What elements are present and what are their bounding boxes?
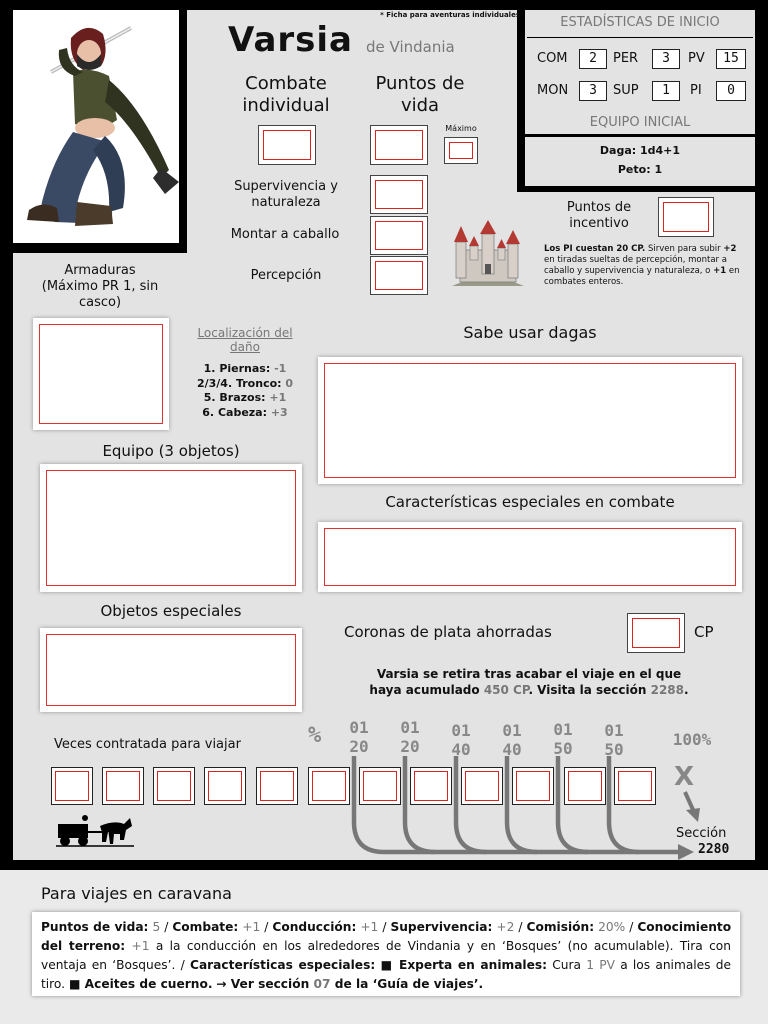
arrow-icon — [680, 790, 706, 824]
incentive-plus1: +1 — [713, 266, 727, 276]
travel-box-4[interactable] — [204, 767, 246, 805]
equipment-title: Equipo (3 objetos) — [102, 442, 240, 460]
travel-box-2[interactable] — [102, 767, 144, 805]
incentive-cost: Los PI cuestan 20 CP. — [544, 244, 646, 254]
end-section-label: Sección — [676, 826, 727, 841]
travel-box-10[interactable] — [512, 767, 554, 805]
incentive-label: Puntos de incentivo — [566, 200, 632, 231]
perception-label: Percepción — [250, 268, 322, 283]
equipment-box[interactable] — [40, 464, 302, 592]
special-combat-box[interactable] — [318, 522, 742, 592]
stat-com-value[interactable]: 2 — [579, 49, 607, 69]
location-legs: 1. Piernas: -1 — [203, 362, 287, 375]
riding-label: Montar a caballo — [230, 227, 340, 242]
incentive-text-3: en combates enteros. — [544, 266, 740, 287]
armor-title: Armaduras (Máximo PR 1, sin casco) — [41, 263, 159, 310]
horse-cart-icon — [56, 814, 136, 848]
travel-box-11[interactable] — [564, 767, 606, 805]
portrait-panel — [13, 10, 179, 243]
stat-mon-value[interactable]: 3 — [579, 81, 607, 101]
location-torso: 2/3/4. Tronco: 0 — [196, 376, 294, 390]
chance-6: 01 50 — [604, 721, 624, 759]
stat-mon-label: MON — [537, 83, 569, 98]
combat-input[interactable] — [258, 125, 316, 165]
travel-box-9[interactable] — [461, 767, 503, 805]
stat-pv-value[interactable]: 15 — [716, 49, 746, 69]
armor-box[interactable] — [33, 318, 169, 430]
travel-box-12[interactable] — [614, 767, 656, 805]
end-section-number: 2280 — [698, 842, 730, 857]
travel-box-6[interactable] — [308, 767, 350, 805]
retire-section: 2288 — [650, 683, 685, 697]
stat-pi-value[interactable]: 0 — [716, 81, 746, 101]
survival-label: Supervivencia y naturaleza — [234, 179, 338, 210]
coins-unit: CP — [694, 623, 714, 641]
stat-pv-label: PV — [688, 51, 705, 66]
incentive-input[interactable] — [658, 197, 714, 237]
hp-max-input[interactable] — [444, 137, 478, 164]
caravan-title: Para viajes en caravana — [41, 884, 232, 903]
combat-label: Combate individual — [242, 73, 330, 116]
special-combat-title: Características especiales en combate — [385, 493, 675, 511]
hp-input[interactable] — [370, 125, 428, 165]
equip-dagger: Daga: 1d4+1 — [599, 144, 681, 157]
character-name: Varsia — [228, 20, 353, 60]
travel-box-1[interactable] — [51, 767, 93, 805]
travel-box-7[interactable] — [359, 767, 401, 805]
stats-divider — [527, 37, 753, 38]
character-origin: de Vindania — [366, 38, 455, 56]
daggers-box[interactable] — [318, 357, 742, 484]
warrior-portrait — [13, 10, 179, 243]
incentive-plus2: +2 — [723, 244, 737, 254]
stat-com-label: COM — [537, 51, 568, 66]
special-objects-title: Objetos especiales — [100, 602, 242, 620]
survival-input[interactable] — [370, 175, 428, 214]
hp-label: Puntos de vida — [375, 73, 465, 116]
equip-title: EQUIPO INICIAL — [589, 115, 691, 130]
equip-armor: Peto: 1 — [617, 163, 663, 176]
stat-sup-value[interactable]: 1 — [652, 81, 680, 101]
daggers-title: Sabe usar dagas — [463, 323, 597, 342]
max-label: Máximo — [445, 124, 477, 133]
travel-box-3[interactable] — [153, 767, 195, 805]
stat-per-label: PER — [613, 51, 639, 66]
location-head: 6. Cabeza: +3 — [202, 405, 288, 419]
location-arms: 5. Brazos: +1 — [203, 391, 287, 404]
castle-icon — [448, 220, 528, 290]
retire-line-2: haya acumulado 450 CP. Visita la sección 2288. — [369, 683, 689, 697]
chance-4: 01 40 — [502, 721, 522, 759]
incentive-text-2: en tiradas sueltas de percepción, montar a caballo y supervivencia y naturaleza, o — [544, 255, 727, 276]
solo-note: * Ficha para aventuras individuales — [380, 11, 520, 19]
coins-input[interactable] — [627, 613, 685, 653]
damage-location-title: Localización del daño — [197, 326, 293, 354]
chance-2: 01 20 — [400, 718, 420, 756]
incentive-description — [544, 244, 740, 288]
perception-input[interactable] — [370, 256, 428, 295]
stat-pi-label: PI — [690, 83, 702, 98]
chance-3: 01 40 — [451, 721, 471, 759]
damage-location-list — [185, 362, 305, 420]
stats-title: ESTADÍSTICAS DE INICIO — [560, 15, 720, 30]
retire-amount: 450 CP — [483, 683, 529, 697]
travel-box-8[interactable] — [410, 767, 452, 805]
percent-symbol: % — [308, 723, 322, 748]
travel-label: Veces contratada para viajar — [54, 737, 241, 752]
chance-5: 01 50 — [553, 720, 573, 758]
retire-line-1: Varsia se retira tras acabar el viaje en el que — [376, 667, 682, 681]
special-objects-box[interactable] — [40, 628, 302, 712]
hundred-percent: 100% — [672, 730, 712, 749]
stat-per-value[interactable]: 3 — [652, 49, 680, 69]
coins-label: Coronas de plata ahorradas — [344, 623, 552, 641]
travel-box-5[interactable] — [256, 767, 298, 805]
retire-text — [340, 666, 718, 698]
caravan-text: Puntos de vida: 5 / Combate: +1 / Conducción: +1 / Supervivencia: +2 / Comisión: 20% / Conocimiento del terreno: +1 a la conducción en los alrededores de Vindania y en ‘Bosques’ (no acumulable). Tira con ventaja en ‘Bosques’. / Características especiales: ■ Experta en animales: Cura 1 PV a los animales de tiro. ■ Aceites de cuerno. → Ver sección 07 de la ‘Guía de viajes’. — [41, 920, 732, 991]
chance-1: 01 20 — [349, 718, 369, 756]
riding-input[interactable] — [370, 216, 428, 255]
end-cross: X — [674, 762, 695, 792]
incentive-text-1: Sirven para subir — [645, 244, 724, 254]
stat-sup-label: SUP — [613, 83, 639, 98]
